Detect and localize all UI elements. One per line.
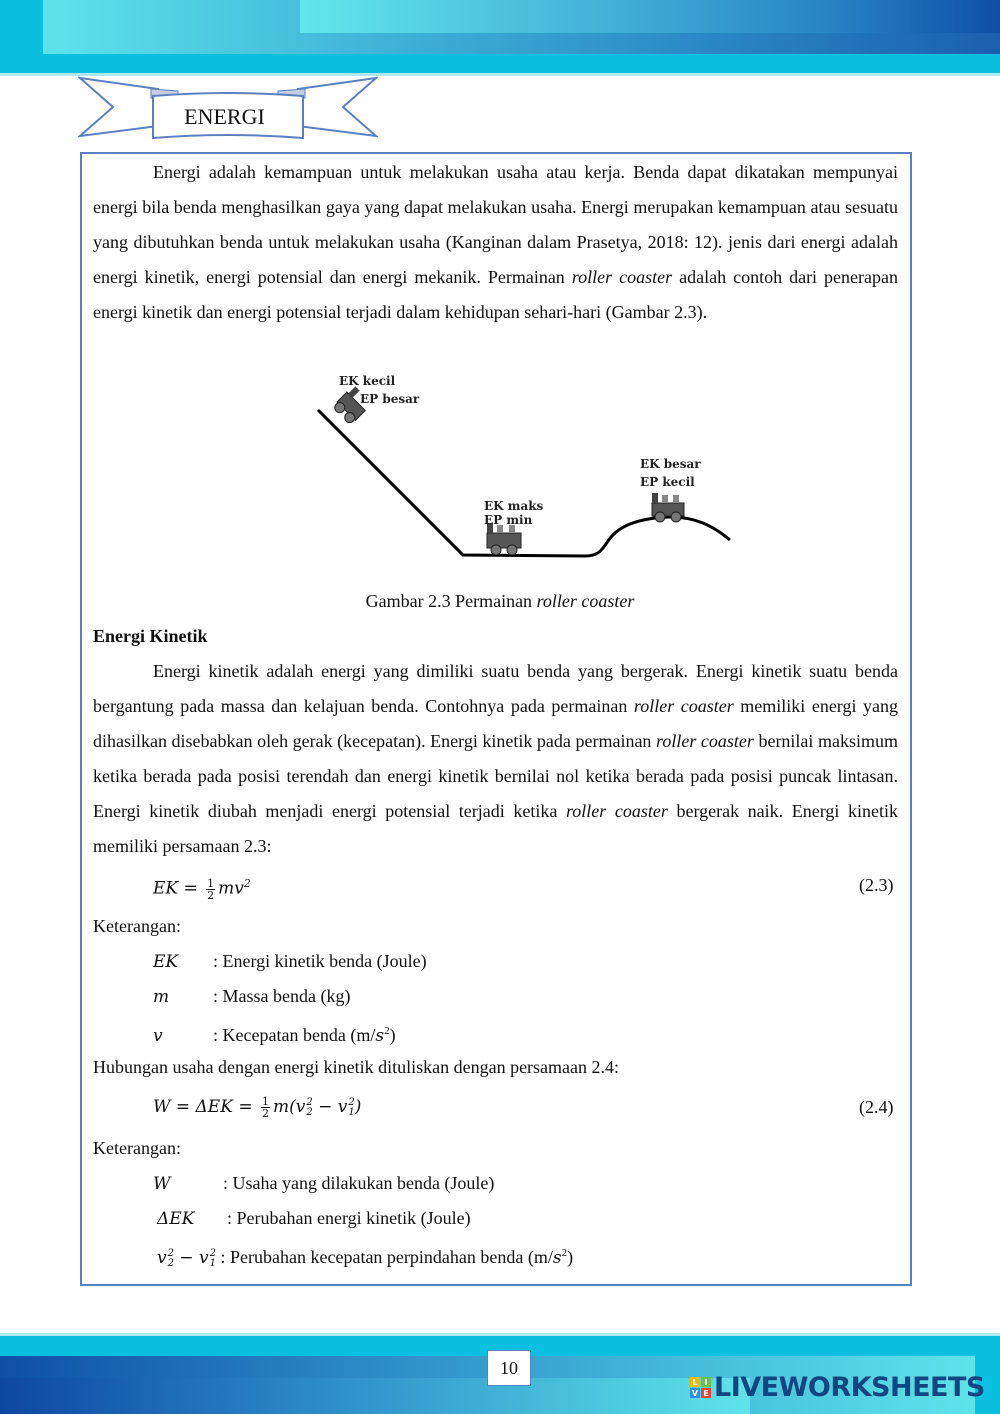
live-tiles-icon: L I V E [690,1377,711,1398]
legend-row-v: v : Kecepatan benda $(m/s^2)$ [153,1025,396,1046]
label-ep-kecil: EP kecil [640,475,695,489]
brand-text: LIVEWORKSHEETS [714,1372,985,1403]
legend-row-w: W : Usaha yang dilakukan benda (Joule) [153,1173,495,1194]
page-number: 10 [487,1350,531,1386]
footer-gradient-bar-bottom [0,1378,750,1414]
legend-row-delta-ek: ΔEK : Perubahan energi kinetik (Joule) [157,1208,471,1229]
kinetic-paragraph: Energi kinetik adalah energi yang dimiliki suatu benda yang bergerak. Energi kinetik suatu benda bergantung pada massa dan kelajuan benda. Contohnya pada permainan roller coaster memiliki energi yang dihasilkan disebabkan oleh gerak (kecepatan). Energi kinetik pada permainan roller coaster bernilai maksimum ketika berada pada posisi terendah dan energi kinetik bernilai nol ketika berada pada posisi puncak lintasan. Energi kinetik diubah menjadi energi potensial terjadi ketika roller coaster bergerak naik. Energi kinetik memiliki persamaan 2.3: [93,661,899,856]
figure-caption: Gambar 2.3 Permainan roller coaster [365,591,635,611]
cart-bottom [487,523,521,555]
fraction-half: $\frac{1}{2}$ [261,1095,269,1120]
fraction-half: $\frac{1}{2}$ [207,876,215,902]
header-gradient-bar-top [300,0,1000,33]
keterangan-label-2: Keterangan: [93,1138,181,1158]
keterangan-label-1: Keterangan: [93,916,181,936]
equation-number-2-3: (2.3) [859,875,894,895]
section-title: ENERGI [184,104,265,129]
label-ek-kecil: EK kecil [339,374,396,388]
legend-row-ek: EK : Energi kinetik benda (Joule) [153,951,427,972]
roller-coaster-figure [315,368,740,563]
legend-row-velocity-change: v 2 2 − v 2 1 : Perubahan kecepatan perpindahan benda $(m/s^2)$ [157,1247,574,1269]
label-ep-min: EP min [484,513,533,527]
relation-text: Hubungan usaha dengan energi kinetik dituliskan dengan persamaan 2.4: [93,1057,620,1077]
equation-2-4: W = ΔEK = $\frac{1}{2}$ m(v 2 2 − v 2 1 ) [153,1095,362,1120]
equation-number-2-4: (2.4) [859,1097,894,1117]
intro-paragraph: Energi adalah kemampuan untuk melakukan usaha atau kerja. Benda dapat dikatakan mempunyai energi bila benda menghasilkan gaya yang dapat melakukan usaha. Energi merupakan kemampuan atau sesuatu yang dibutuhkan benda untuk melakukan usaha (Kanginan dalam Prasetya, 2018: 12). jenis dari energi adalah energi kinetik, energi potensial dan energi mekanik. Permainan roller coaster adalah contoh dari penerapan energi kinetik dan energi potensial terjadi dalam kehidupan sehari-hari (Gambar 2.3). [93,162,899,322]
label-ep-besar: EP besar [360,392,420,406]
label-ek-besar: EK besar [640,457,701,471]
label-ek-maks: EK maks [484,499,544,513]
section-heading-energi-kinetik: Energi Kinetik [93,626,208,646]
liveworksheets-logo[interactable] [690,1372,985,1403]
legend-row-m: m : Massa benda (kg) [153,986,351,1007]
equation-2-3: EK = $\frac{1}{2}$ $mv^2$ [153,876,251,902]
